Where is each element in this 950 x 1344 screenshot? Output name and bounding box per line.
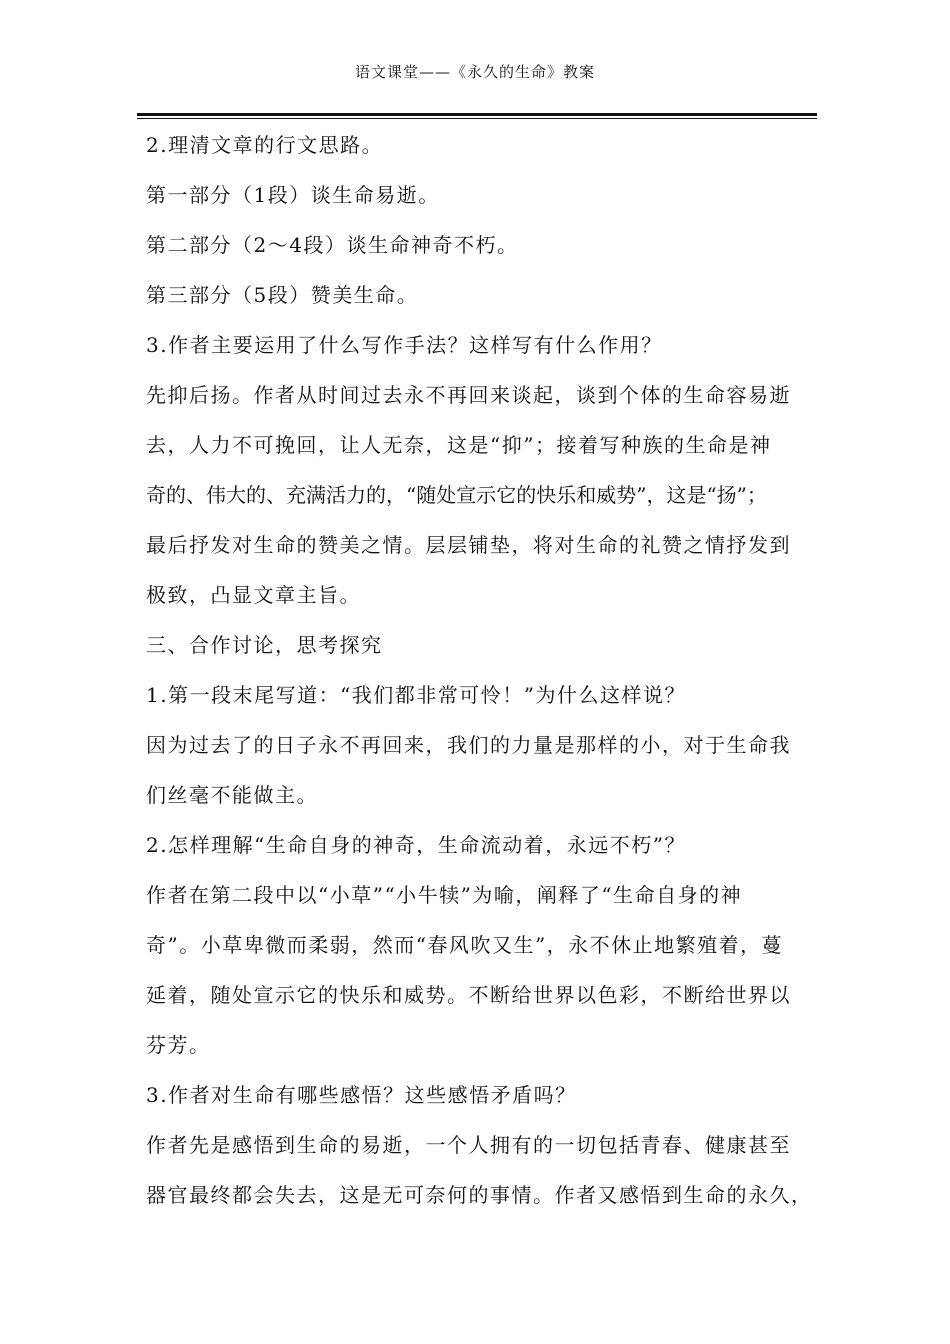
discussion-3-question: 3.作者对生命有哪些感悟？这些感悟矛盾吗？ — [146, 1083, 577, 1107]
discussion-2-answer-line-1: 作者在第二段中以“小草”“小牛犊”为喻，阐释了“生命自身的神 — [146, 883, 743, 907]
question-2-heading: 2.理清文章的行文思路。 — [146, 133, 384, 157]
answer-3-line-5: 极致，凸显文章主旨。 — [146, 583, 361, 607]
discussion-2-question: 2.怎样理解“生命自身的神奇，生命流动着，永远不朽”？ — [146, 833, 687, 857]
answer-3-line-2: 去，人力不可挽回，让人无奈，这是“抑”；接着写种族的生命是神 — [146, 433, 772, 457]
page-header-title: 语文课堂——《永久的生命》教案 — [354, 63, 595, 81]
answer-3-line-3: 奇的、伟大的、充满活力的，“随处宣示它的快乐和威势”，这是“扬”； — [146, 483, 767, 507]
part-2-line: 第二部分（2～4段）谈生命神奇不朽。 — [146, 233, 519, 257]
discussion-1-answer-line-2: 们丝毫不能做主。 — [146, 783, 318, 807]
question-3-heading: 3.作者主要运用了什么写作手法？这样写有什么作用？ — [146, 333, 663, 357]
answer-3-line-4: 最后抒发对生命的赞美之情。层层铺垫，将对生命的礼赞之情抒发到 — [146, 533, 791, 557]
discussion-2-answer-line-2: 奇”。小草卑微而柔弱，然而“春风吹又生”，永不休止地繁殖着，蔓 — [146, 933, 784, 957]
discussion-1-answer-line-1: 因为过去了的日子永不再回来，我们的力量是那样的小，对于生命我 — [146, 733, 791, 757]
discussion-3-answer-line-2: 器官最终都会失去，这是无可奈何的事情。作者又感悟到生命的永久， — [146, 1183, 813, 1207]
discussion-1-question: 1.第一段末尾写道：“我们都非常可怜！”为什么这样说？ — [146, 683, 687, 707]
part-1-line: 第一部分（1段）谈生命易逝。 — [146, 183, 440, 207]
header-rule-thin — [137, 118, 817, 119]
discussion-3-answer-line-1: 作者先是感悟到生命的易逝，一个人拥有的一切包括青春、健康甚至 — [146, 1133, 791, 1157]
part-3-line: 第三部分（5段）赞美生命。 — [146, 283, 419, 307]
header-rule-thick — [137, 113, 817, 116]
discussion-2-answer-line-3: 延着，随处宣示它的快乐和威势。不断给世界以色彩，不断给世界以 — [146, 983, 791, 1007]
discussion-2-answer-line-4: 芬芳。 — [146, 1033, 211, 1057]
document-body — [146, 120, 813, 1220]
section-3-heading: 三、合作讨论，思考探究 — [146, 633, 383, 657]
answer-3-line-1: 先抑后扬。作者从时间过去永不再回来谈起，谈到个体的生命容易逝 — [146, 383, 791, 407]
